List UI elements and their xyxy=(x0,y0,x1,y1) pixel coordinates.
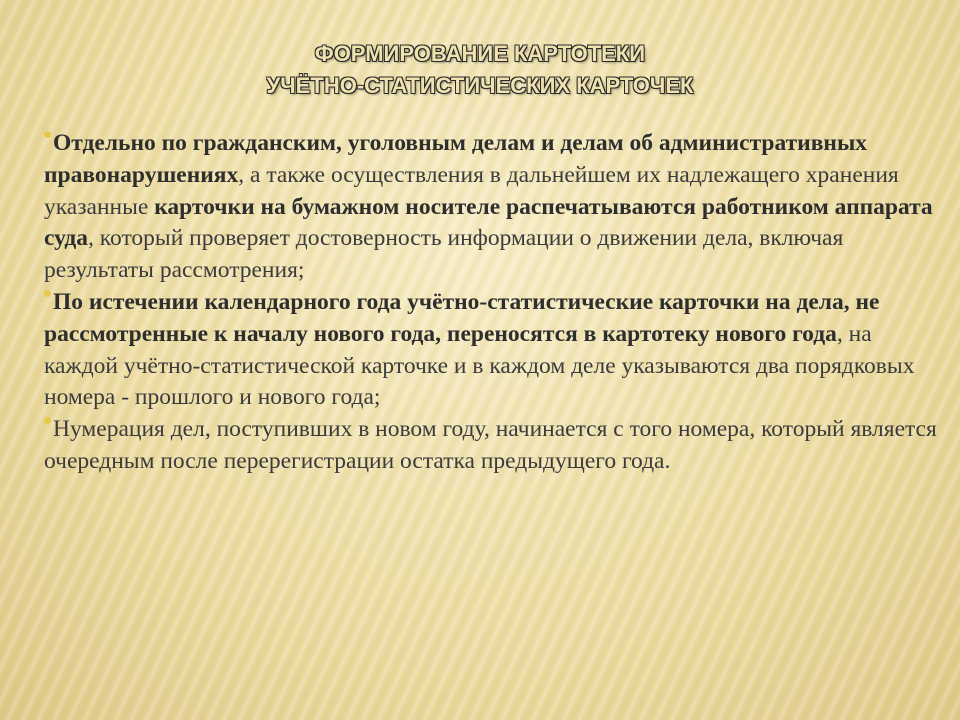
paragraph-2-bold-1: По истечении календарного года учётно-статистические карточки на дела, не рассмотренные к началу нового года, переносятся в картотеку нового года xyxy=(44,288,880,347)
bullet-paragraph-1 xyxy=(44,128,940,287)
bullet-dot-icon xyxy=(44,131,51,138)
bullet-dot-icon xyxy=(44,290,51,297)
bullet-dot-icon xyxy=(44,417,51,424)
paragraph-1-text-2: , который проверяет достоверность информации о движении дела, включая результаты рассмотрения; xyxy=(44,225,844,284)
title-line-1: ФОРМИРОВАНИЕ КАРТОТЕКИ xyxy=(314,41,646,66)
paragraph-2-text-1: , на каждой учётно-статистической карточке и в каждом деле указываются два порядковых номера - прошлого и нового года; xyxy=(44,320,915,411)
paragraph-3-text-1: Нумерация дел, поступивших в новом году, начинается с того номера, который является очередным после перерегистрации остатка предыдущего года. xyxy=(44,416,937,474)
bullet-paragraph-2 xyxy=(44,287,940,414)
slide-title xyxy=(0,38,960,102)
paragraph-1-bold-1: Отдельно по гражданским, уголовным делам и делам об административных правонарушениях xyxy=(44,130,868,188)
slide-body xyxy=(44,128,940,478)
paragraph-1-text-1: , а также осуществления в дальнейшем их надлежащего хранения указанные xyxy=(44,161,899,220)
bullet-paragraph-3 xyxy=(44,414,940,478)
paragraph-1-bold-2: карточки на бумажном носителе распечатываются работником аппарата суда xyxy=(44,193,933,252)
title-line-2: УЧЁТНО-СТАТИСТИЧЕСКИХ КАРТОЧЕК xyxy=(266,73,694,98)
